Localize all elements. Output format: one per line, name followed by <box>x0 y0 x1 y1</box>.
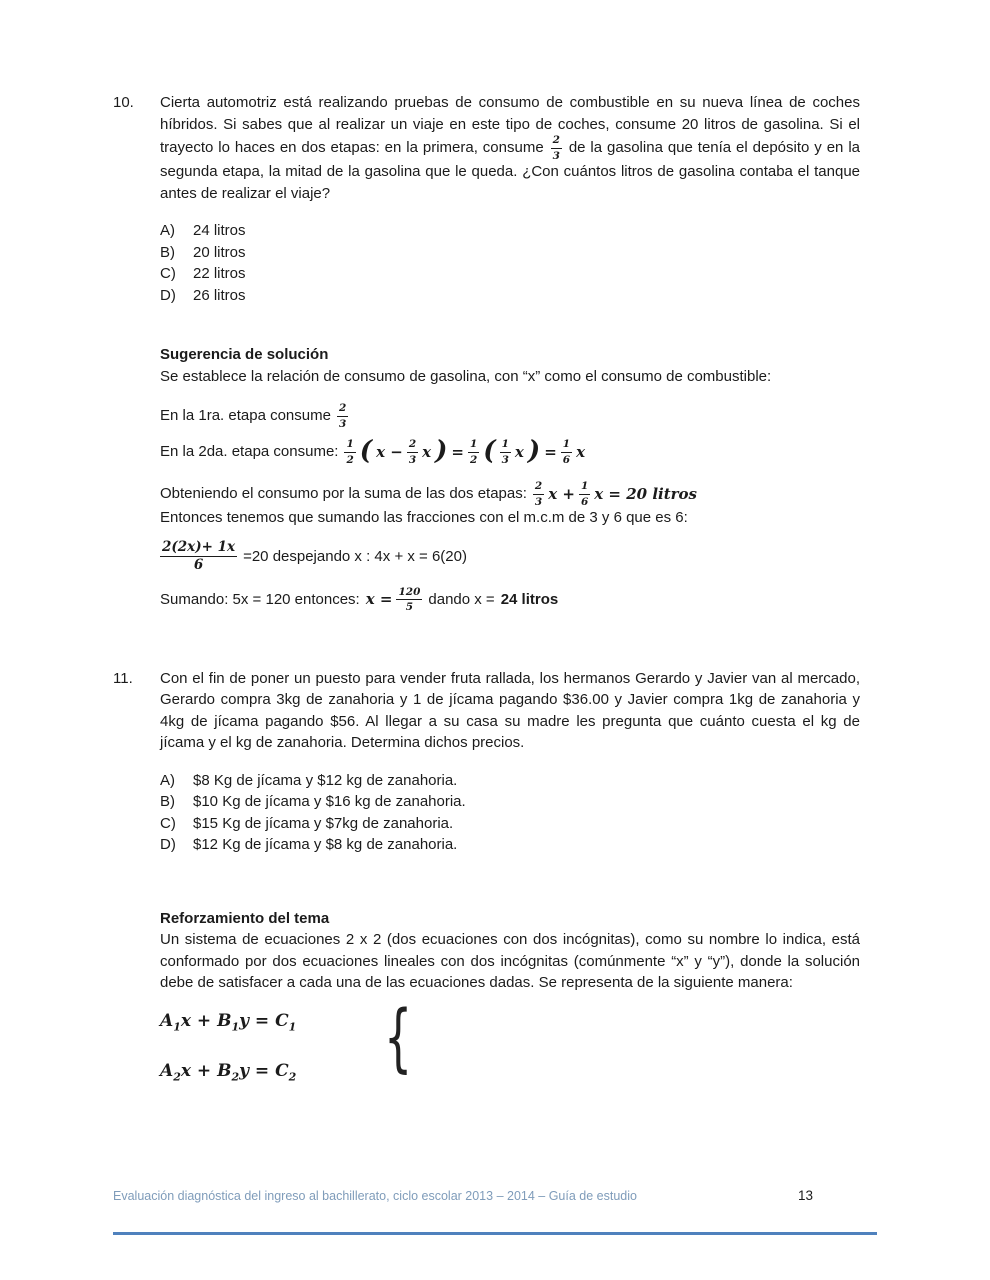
equals-sign: = <box>544 442 557 461</box>
equation-system <box>160 994 860 1089</box>
question-10-number: 10. <box>113 94 134 111</box>
math-term: x − <box>376 442 403 461</box>
fraction: $\frac{120}{5}$ <box>398 585 421 613</box>
option-letter: D) <box>160 836 176 853</box>
option-letter: A) <box>160 222 175 239</box>
solution-step-2 <box>160 435 860 466</box>
option-a <box>160 770 860 792</box>
open-paren: ( <box>483 435 496 466</box>
question-10-text-b: de la gasolina que tenía el depósito y en la segunda etapa, la mitad de la gasolina que le queda. ¿Con cuántos litros de gasolina contaba el tanque antes de realizar el viaje? <box>160 138 860 202</box>
option-letter: A) <box>160 771 175 789</box>
option-letter: B) <box>160 793 175 810</box>
step-3-equation <box>533 481 697 507</box>
option-text: $15 Kg de jícama y $7kg de zanahoria. <box>193 814 454 832</box>
question-11 <box>113 668 860 1089</box>
solution-heading: Sugerencia de solución <box>160 346 329 363</box>
step-2-equation <box>344 435 586 466</box>
footer-row <box>113 1188 813 1204</box>
system-brace: { <box>384 994 413 1081</box>
question-10-body <box>160 92 860 613</box>
step-2-label: En la 2da. etapa consume: <box>160 443 339 461</box>
step-6-lead: Sumando: 5x = 120 entonces: <box>160 590 360 608</box>
option-text: $12 Kg de jícama y $8 kg de zanahoria. <box>193 836 458 853</box>
option-text: $10 Kg de jícama y $16 kg de zanahoria. <box>193 793 466 810</box>
question-10-text <box>160 92 860 204</box>
page-content <box>113 92 860 1088</box>
question-10-options <box>160 220 860 306</box>
option-text: $8 Kg de jícama y $12 kg de zanahoria. <box>193 771 458 789</box>
math-term: x <box>514 442 524 461</box>
page-footer <box>113 1188 877 1204</box>
equals-sign: = <box>451 442 464 461</box>
solution-step-6 <box>160 587 860 613</box>
solution-step-1 <box>160 403 860 429</box>
option-letter: D) <box>160 286 176 304</box>
math-term: x + <box>548 484 575 503</box>
option-letter: C) <box>160 265 176 282</box>
step-6-equation <box>366 587 423 613</box>
solution-step-4: Entonces tenemos que sumando las fracciones con el m.c.m de 3 y 6 que es 6: <box>160 509 688 526</box>
option-letter: C) <box>160 814 176 832</box>
option-text: 24 litros <box>193 222 246 239</box>
reinforcement-heading: Reforzamiento del tema <box>160 909 330 927</box>
step-3-label: Obteniendo el consumo por la suma de las dos etapas: <box>160 485 527 503</box>
math-term: x = <box>365 590 393 608</box>
solution-step-3 <box>160 481 860 507</box>
step-6-result: 24 litros <box>500 590 559 608</box>
option-letter: B) <box>160 243 175 261</box>
fraction-two-thirds <box>551 135 562 161</box>
page-number: 13 <box>797 1188 813 1203</box>
reinforcement-text: Un sistema de ecuaciones 2 x 2 (dos ecuaciones con dos incógnitas), como su nombre lo indica, está conformado por dos ecuaciones lineales con dos incógnitas (comúnmente “x” y “y”), donde la solución debe de satisfacer a cada una de las ecuaciones dadas. Se representa de la siguiente manera: <box>160 931 860 991</box>
option-d <box>160 285 860 307</box>
fraction: $\frac{2}{3}$ <box>534 480 543 508</box>
option-d <box>160 834 860 856</box>
math-term: x <box>576 442 586 461</box>
question-10-text-a: Cierta automotriz está realizando pruebas de consumo de combustible en su nueva línea de coches híbridos. Si sabes que al realizar un viaje en este tipo de coches, consume 20 litros de gasolina. Si el trayecto lo haces en dos etapas: en la primera, consume <box>160 94 860 156</box>
footer-text: Evaluación diagnóstica del ingreso al bachillerato, ciclo escolar 2013 – 2014 – Guía de estudio <box>113 1189 637 1203</box>
option-c <box>160 813 860 835</box>
fraction: $\frac{2}{3}$ <box>338 402 347 430</box>
footer-divider <box>113 1232 877 1235</box>
close-paren: ) <box>435 435 448 466</box>
question-10 <box>113 92 860 613</box>
option-text: 22 litros <box>193 265 246 282</box>
step-5-text: =20 despejando x : 4x + x = 6(20) <box>243 547 467 565</box>
fraction: $\frac{1}{2}$ <box>469 438 478 466</box>
option-c <box>160 263 860 285</box>
close-paren: ) <box>527 435 541 466</box>
question-11-body <box>160 668 860 1089</box>
fraction-numerator: 2 <box>551 135 562 149</box>
option-a <box>160 220 860 242</box>
fraction: $\frac{1}{2}$ <box>346 438 354 466</box>
option-text: 20 litros <box>193 243 246 261</box>
fraction: $\frac{2(2x)+ 1x}{6}$ <box>162 538 236 573</box>
step-6-mid: dando x = <box>428 590 495 608</box>
option-b <box>160 242 860 264</box>
question-11-options <box>160 770 860 856</box>
question-11-text: Con el fin de poner un puesto para vender fruta rallada, los hermanos Gerardo y Javier van al mercado, Gerardo compra 3kg de zanahoria y 1 de jícama pagando $36.00 y Javier compra 1kg de zanahoria y 4kg de jícama pagando $56. Al llegar a su casa su madre les pregunta que cuánto cuesta el kg de jícama y el kg de zanahoria. Determina dichos precios. <box>160 669 860 751</box>
solution-intro: Se establece la relación de consumo de gasolina, con “x” como el consumo de combustible: <box>160 367 772 385</box>
fraction: $\frac{1}{6}$ <box>580 480 589 508</box>
fraction: $\frac{2}{3}$ <box>408 438 417 466</box>
equation-1: $A_1x + B_1y = C_1$ <box>160 1010 297 1033</box>
solution-step-5 <box>160 538 860 573</box>
open-paren: ( <box>359 435 373 466</box>
math-term: x <box>422 442 432 461</box>
fraction: $\frac{1}{6}$ <box>562 438 571 466</box>
option-text: 26 litros <box>193 286 246 304</box>
fraction-denominator: 3 <box>552 149 560 162</box>
option-b <box>160 791 860 813</box>
step-1-equation <box>337 403 348 429</box>
question-11-number: 11. <box>113 669 133 687</box>
equation-2: $A_2x + B_2y = C_2$ <box>160 1060 297 1084</box>
step-5-fraction <box>160 538 237 573</box>
math-term: x = 20 litros <box>594 484 697 503</box>
step-1-label: En la 1ra. etapa consume <box>160 407 331 425</box>
fraction: $\frac{1}{3}$ <box>501 438 509 466</box>
